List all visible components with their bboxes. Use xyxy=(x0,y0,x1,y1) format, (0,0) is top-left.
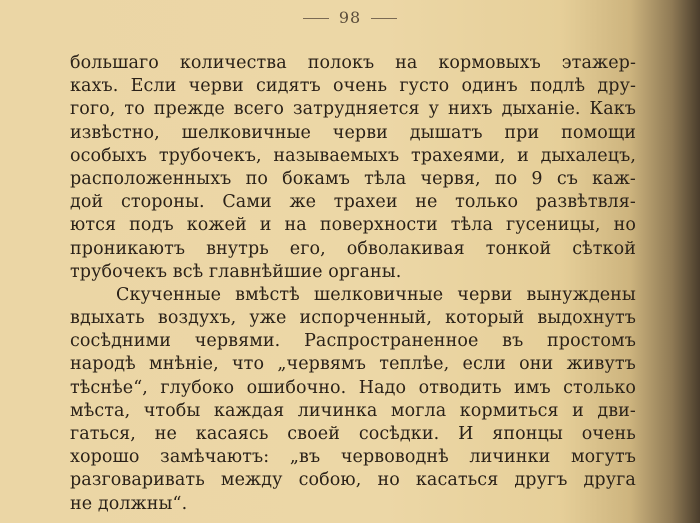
word: развѣтвля- xyxy=(535,192,636,213)
word: только xyxy=(455,192,519,213)
word: испорченный, xyxy=(299,308,432,329)
text-line xyxy=(70,98,636,121)
word: гаться, xyxy=(70,424,136,444)
word: шелковичные xyxy=(181,122,311,143)
word: и xyxy=(259,215,272,236)
word: сѣткой xyxy=(572,238,636,259)
text-line xyxy=(70,446,636,469)
text-line xyxy=(70,75,636,98)
word: называемыхъ xyxy=(273,145,400,166)
word: мнѣніе, xyxy=(149,354,219,375)
word: дру- xyxy=(597,76,636,97)
word: на xyxy=(284,215,307,236)
text-line xyxy=(70,168,636,191)
word: и xyxy=(517,145,529,166)
text-line xyxy=(70,145,636,168)
word: имъ xyxy=(514,377,551,398)
word: японцы xyxy=(492,424,563,444)
word: вмѣстѣ xyxy=(235,284,300,305)
word: другъ xyxy=(514,470,568,491)
word: друга xyxy=(583,470,636,491)
word: чтобы xyxy=(143,400,201,421)
word: если xyxy=(462,354,506,375)
word: одинъ xyxy=(461,76,518,97)
word: своей xyxy=(287,424,340,444)
word: ются xyxy=(70,215,117,236)
word: сидятъ xyxy=(256,76,321,97)
word: кормиться xyxy=(459,400,559,421)
word: уже xyxy=(249,308,287,329)
word: сосѣдними xyxy=(70,331,171,352)
word: Надо xyxy=(358,377,407,398)
word: не xyxy=(154,424,177,444)
word: Какъ xyxy=(589,99,636,120)
word: съ xyxy=(556,168,578,189)
text-line xyxy=(70,469,636,492)
text-line xyxy=(70,52,636,75)
word: всѣ xyxy=(172,261,204,282)
word: у xyxy=(428,99,439,120)
word: прежде xyxy=(153,99,225,120)
word: подлѣ xyxy=(530,76,586,97)
word: трахеями, xyxy=(411,145,506,166)
word: при xyxy=(504,122,540,143)
word: Если xyxy=(130,76,177,97)
word: который xyxy=(445,308,525,329)
word: органы. xyxy=(328,261,402,282)
word: главнѣйшие xyxy=(208,261,323,282)
word: вдыхать xyxy=(70,308,145,329)
word: столько xyxy=(563,377,636,398)
text-line xyxy=(70,377,636,400)
word: стороны. xyxy=(120,192,205,213)
word: всего xyxy=(233,99,284,120)
word: большаго xyxy=(70,53,159,73)
text-line xyxy=(70,330,636,353)
word: этажер- xyxy=(561,53,636,73)
word: мѣста, xyxy=(70,400,131,421)
text-line xyxy=(70,261,636,284)
text-line xyxy=(70,493,636,516)
word: полокъ xyxy=(307,53,375,73)
text-line xyxy=(70,307,636,330)
word: теплѣе, xyxy=(379,354,450,375)
word: они xyxy=(519,354,554,375)
word: гусеницы, xyxy=(505,215,601,236)
word: очень xyxy=(581,424,636,444)
word: „въ xyxy=(289,447,321,468)
word: простомъ xyxy=(547,331,636,352)
word: 9 xyxy=(531,168,543,189)
word: и xyxy=(572,400,584,421)
word: воздухъ, xyxy=(157,308,237,329)
word: тѣснѣе“, xyxy=(70,377,148,398)
word: каж- xyxy=(592,168,636,189)
word: внутрь xyxy=(206,238,269,259)
word: очень xyxy=(332,76,388,97)
word: расположенныхъ xyxy=(70,168,232,189)
word: же xyxy=(289,192,317,213)
word: личинка xyxy=(297,400,378,421)
word: поверхности xyxy=(319,215,438,236)
word: касаясь xyxy=(195,424,269,444)
text-line xyxy=(70,284,636,307)
text-line xyxy=(70,423,636,446)
word: народѣ xyxy=(70,354,136,375)
word: подъ xyxy=(129,215,174,236)
word: трубочекъ, xyxy=(158,145,262,166)
word: нихъ xyxy=(447,99,493,120)
word: дви- xyxy=(597,400,636,421)
word: отводить xyxy=(418,377,502,398)
word: по xyxy=(494,168,518,189)
word: ошибочно. xyxy=(246,377,347,398)
word: черви xyxy=(457,284,513,305)
page-number-header xyxy=(0,8,700,27)
word: кахъ. xyxy=(70,76,119,97)
word: густо xyxy=(399,76,450,97)
word: дышатъ xyxy=(409,122,483,143)
word: могла xyxy=(390,400,447,421)
word: что xyxy=(232,354,265,375)
right-dash-rule xyxy=(371,18,397,19)
word: не xyxy=(70,493,93,514)
text-line xyxy=(70,238,636,261)
word: дой xyxy=(70,192,104,213)
word: бокамъ xyxy=(282,168,350,189)
word: „червямъ xyxy=(277,354,367,375)
word: его, xyxy=(289,238,326,259)
word: вынуждены xyxy=(526,284,636,305)
word: обволакивая xyxy=(346,238,465,259)
word: могутъ xyxy=(570,447,636,468)
word: черви xyxy=(332,122,388,143)
word: разговаривать xyxy=(70,470,205,491)
word: черви xyxy=(188,76,244,97)
text-line xyxy=(70,122,636,145)
word: хорошо xyxy=(70,447,140,468)
word: между xyxy=(220,470,283,491)
word: кожей xyxy=(186,215,247,236)
page-number: 98 xyxy=(338,8,362,27)
word: Скученные xyxy=(116,284,222,305)
word: глубоко xyxy=(160,377,235,398)
word: должны“. xyxy=(97,493,188,514)
word: Сами xyxy=(222,192,272,213)
word: проникаютъ xyxy=(70,238,186,259)
word: личинки xyxy=(469,447,551,468)
word: И xyxy=(458,424,474,444)
word: дыханіе. xyxy=(501,99,581,120)
word: червями. xyxy=(194,331,281,352)
word: шелковичные xyxy=(313,284,444,305)
left-dash-rule xyxy=(303,18,329,19)
word: трахеи xyxy=(333,192,398,213)
word: касаться xyxy=(415,470,499,491)
word: выдохнутъ xyxy=(537,308,636,329)
word: червя, xyxy=(420,168,481,189)
body-text xyxy=(70,52,636,516)
word: живутъ xyxy=(566,354,636,375)
word: но xyxy=(613,215,636,236)
word: затрудняется xyxy=(292,99,420,120)
word: тѣла xyxy=(450,215,493,236)
word: на xyxy=(395,53,418,73)
word: не xyxy=(415,192,438,213)
word: Распространенное xyxy=(304,331,479,352)
word: гого, xyxy=(70,99,116,120)
word: помощи xyxy=(561,122,636,143)
word: дыхалецъ, xyxy=(540,145,636,166)
text-line xyxy=(70,400,636,423)
word: тонкой xyxy=(485,238,552,259)
word: замѣчаютъ: xyxy=(160,447,270,468)
word: трубочекъ xyxy=(70,261,168,282)
word: извѣстно, xyxy=(70,122,160,143)
text-line xyxy=(70,191,636,214)
word: въ xyxy=(502,331,524,352)
word: количества xyxy=(179,53,287,73)
word: по xyxy=(245,168,268,189)
word: червоводнѣ xyxy=(340,447,449,468)
word: собою, xyxy=(298,470,362,491)
word: кормовыхъ xyxy=(438,53,541,73)
word: тѣла xyxy=(364,168,407,189)
word: особыхъ xyxy=(70,145,148,166)
word: сосѣдки. xyxy=(358,424,440,444)
text-line xyxy=(70,214,636,237)
word: то xyxy=(124,99,145,120)
word: каждая xyxy=(213,400,285,421)
text-line xyxy=(70,353,636,376)
word: но xyxy=(377,470,400,491)
